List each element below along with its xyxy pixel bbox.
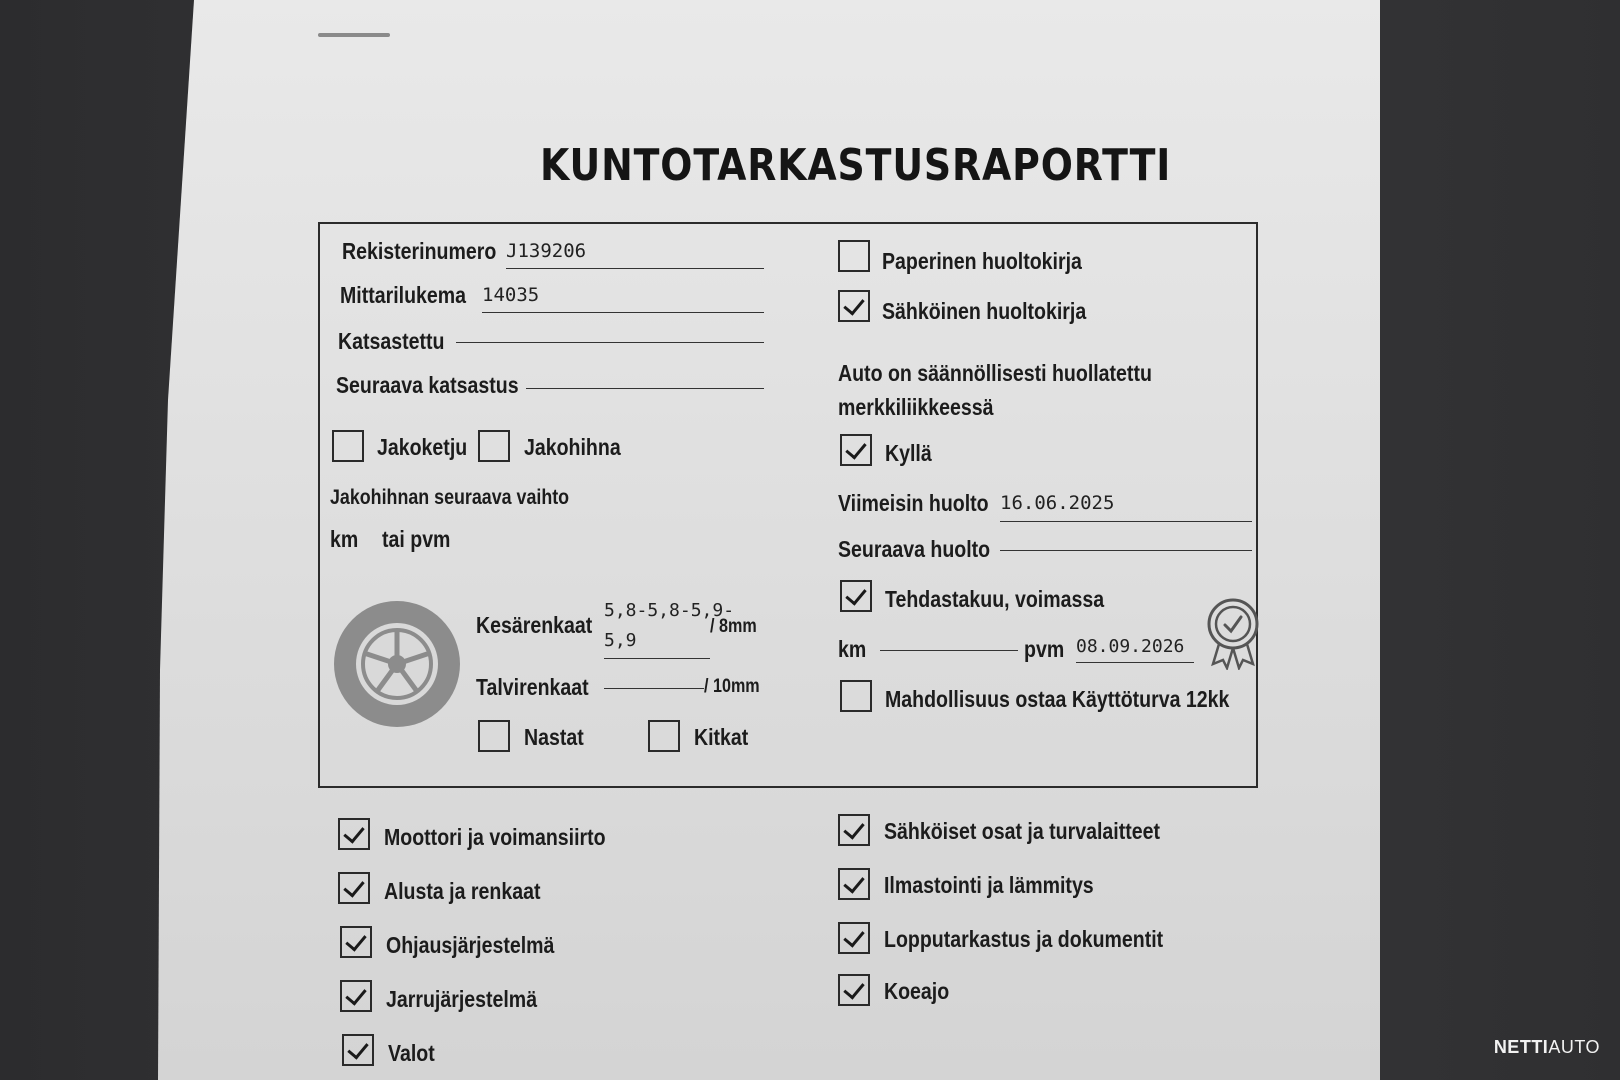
warranty-badge-icon	[1205, 598, 1261, 670]
paperinen-huoltokirja-label: Paperinen huoltokirja	[882, 248, 1082, 274]
tehdastakuu-km-label: km	[838, 636, 867, 662]
kesarenkaat-value-line1: 5,8-5,8-5,9-	[604, 600, 735, 621]
jakohihna-pvm-label: tai pvm	[382, 526, 451, 552]
nastat-label: Nastat	[524, 724, 584, 750]
tehdastakuu-km-line	[880, 650, 1018, 651]
kitkat-label: Kitkat	[694, 724, 749, 750]
checklist-right-checkbox-3[interactable]	[838, 974, 870, 1006]
nettiauto-watermark	[1494, 1037, 1600, 1058]
checklist-left-label-1: Alusta ja renkaat	[384, 878, 541, 904]
checklist-left-label-2: Ohjausjärjestelmä	[386, 932, 555, 958]
checklist-left-checkbox-0[interactable]	[338, 818, 370, 850]
kylla-checkbox[interactable]	[840, 434, 872, 466]
jakohihna-km-label: km	[330, 526, 359, 552]
rekisterinumero-line	[506, 268, 764, 269]
seuraava-huolto-label: Seuraava huolto	[838, 536, 991, 562]
checklist-right-label-1: Ilmastointi ja lämmitys	[884, 872, 1094, 898]
checklist-right-label-2: Lopputarkastus ja dokumentit	[884, 926, 1164, 952]
kitkat-checkbox[interactable]	[648, 720, 680, 752]
tehdastakuu-label: Tehdastakuu, voimassa	[885, 586, 1105, 612]
tire-icon	[333, 600, 461, 728]
checklist-left-label-0: Moottori ja voimansiirto	[384, 824, 606, 850]
checklist-right-checkbox-2[interactable]	[838, 922, 870, 954]
checklist-left-checkbox-1[interactable]	[338, 872, 370, 904]
checklist-left-checkbox-3[interactable]	[340, 980, 372, 1012]
jakohihna-vaihto-label: Jakohihnan seuraava vaihto	[330, 486, 570, 509]
staple	[318, 33, 390, 37]
mittarilukema-label: Mittarilukema	[340, 282, 467, 308]
sahkoinen-huoltokirja-label: Sähköinen huoltokirja	[882, 298, 1087, 324]
viimeisin-huolto-line	[1000, 521, 1252, 522]
checklist-right-label-0: Sähköiset osat ja turvalaitteet	[884, 818, 1160, 844]
mittarilukema-value: 14035	[482, 284, 540, 306]
seuraava-huolto-line	[1000, 550, 1252, 551]
rekisterinumero-value: J139206	[506, 240, 587, 262]
tehdastakuu-pvm-label: pvm	[1024, 636, 1065, 662]
kesarenkaat-value-line2: 5,9	[604, 630, 637, 651]
checklist-left-label-4: Valot	[388, 1040, 435, 1066]
watermark-regular: AUTO	[1548, 1037, 1600, 1057]
checklist-right-checkbox-0[interactable]	[838, 814, 870, 846]
sahkoinen-huoltokirja-checkbox[interactable]	[838, 290, 870, 322]
tehdastakuu-checkbox[interactable]	[840, 580, 872, 612]
katsastettu-label: Katsastettu	[338, 328, 445, 354]
nastat-checkbox[interactable]	[478, 720, 510, 752]
kylla-label: Kyllä	[885, 440, 932, 466]
viimeisin-huolto-value: 16.06.2025	[1000, 492, 1115, 514]
talvirenkaat-unit: / 10mm	[704, 676, 760, 697]
jakohihna-label: Jakohihna	[524, 434, 621, 460]
kesarenkaat-line	[604, 658, 710, 659]
viimeisin-huolto-label: Viimeisin huolto	[838, 490, 989, 516]
kesarenkaat-unit: / 8mm	[710, 616, 757, 637]
kesarenkaat-label: Kesärenkaat	[476, 612, 593, 638]
mittarilukema-line	[482, 312, 764, 313]
checklist-left-checkbox-4[interactable]	[342, 1034, 374, 1066]
kayttoturva-label: Mahdollisuus ostaa Käyttöturva 12kk	[885, 686, 1230, 712]
seuraava-katsastus-line	[526, 388, 764, 389]
jakoketju-label: Jakoketju	[377, 434, 468, 460]
talvirenkaat-line	[604, 688, 704, 689]
huollettu-line2: merkkiliikkeessä	[838, 394, 994, 420]
huollettu-line1: Auto on säännöllisesti huollatettu	[838, 360, 1152, 386]
checklist-right-checkbox-1[interactable]	[838, 868, 870, 900]
tehdastakuu-pvm-line	[1076, 662, 1194, 663]
katsastettu-line	[456, 342, 764, 343]
tehdastakuu-pvm-value: 08.09.2026	[1076, 636, 1185, 657]
jakoketju-checkbox[interactable]	[332, 430, 364, 462]
paperinen-huoltokirja-checkbox[interactable]	[838, 240, 870, 272]
report-title: KUNTOTARKASTUSRAPORTTI	[540, 140, 1172, 191]
jakohihna-checkbox[interactable]	[478, 430, 510, 462]
kayttoturva-checkbox[interactable]	[840, 680, 872, 712]
checklist-left-checkbox-2[interactable]	[340, 926, 372, 958]
talvirenkaat-label: Talvirenkaat	[476, 674, 589, 700]
checklist-right-label-3: Koeajo	[884, 978, 950, 1004]
seuraava-katsastus-label: Seuraava katsastus	[336, 372, 519, 398]
watermark-bold: NETTI	[1493, 1037, 1549, 1057]
checklist-left-label-3: Jarrujärjestelmä	[386, 986, 538, 1012]
rekisterinumero-label: Rekisterinumero	[342, 238, 497, 264]
